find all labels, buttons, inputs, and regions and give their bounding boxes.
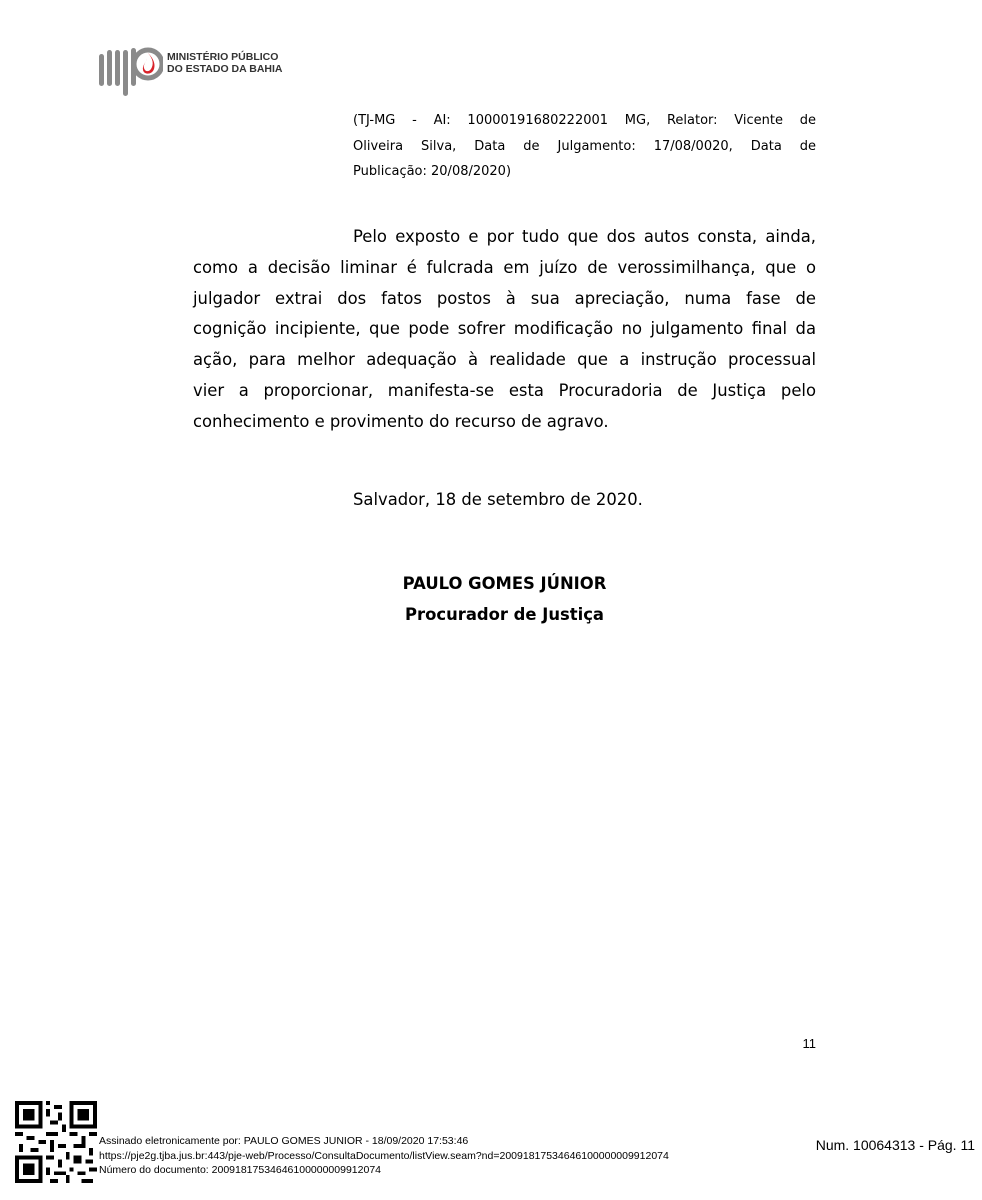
signatory-title: Procurador de Justiça xyxy=(405,605,604,624)
org-name-line2: DO ESTADO DA BAHIA xyxy=(167,63,283,75)
signature-footer xyxy=(99,1134,669,1178)
signed-by-line: Assinado eletronicamente por: PAULO GOMES JUNIOR - 18/09/2020 17:53:46 xyxy=(99,1135,469,1147)
paragraph-line: julgador extrai dos fatos postos à sua apreciação, numa fase de xyxy=(193,288,816,308)
citation-line: Publicação: 20/08/2020) xyxy=(353,164,512,179)
paragraph-line: cognição incipiente, que pode sofrer modificação no julgamento final da xyxy=(193,319,816,339)
conclusion-paragraph xyxy=(193,222,816,438)
paragraph-line: vier a proporcionar, manifesta-se esta Procuradoria de Justiça pelo xyxy=(193,380,816,400)
org-name xyxy=(167,51,283,75)
paragraph-line: como a decisão liminar é fulcrada em juízo de verossimilhança, que o xyxy=(193,257,816,277)
mp-logo-icon xyxy=(97,44,163,98)
qr-code-icon xyxy=(15,1101,97,1183)
org-name-line1: MINISTÉRIO PÚBLICO xyxy=(167,51,279,63)
num-page-label: Num. 10064313 - Pág. 11 xyxy=(815,1137,975,1153)
paragraph-line: Pelo exposto e por tudo que dos autos consta, ainda, xyxy=(353,227,816,246)
document-url[interactable]: https://pje2g.tjba.jus.br:443/pje-web/Processo/ConsultaDocumento/listView.seam?nd=20091817534646100000009912074 xyxy=(99,1149,669,1162)
citation-line: (TJ-MG - AI: 10000191680222001 MG, Relator: Vicente de xyxy=(353,113,816,128)
citation-line: Oliveira Silva, Data de Julgamento: 17/08/0020, Data de xyxy=(353,138,816,154)
case-citation xyxy=(353,108,816,185)
signatory-name: PAULO GOMES JÚNIOR xyxy=(402,574,607,593)
paragraph-line: ação, para melhor adequação à realidade que a instrução processual xyxy=(193,350,816,370)
org-logo xyxy=(97,44,287,98)
page-number: 11 xyxy=(802,1036,816,1051)
paragraph-line: conhecimento e provimento do recurso de agravo. xyxy=(193,411,609,431)
date-line: Salvador, 18 de setembro de 2020. xyxy=(353,490,643,509)
document-number: Número do documento: 20091817534646100000009912074 xyxy=(99,1164,381,1176)
